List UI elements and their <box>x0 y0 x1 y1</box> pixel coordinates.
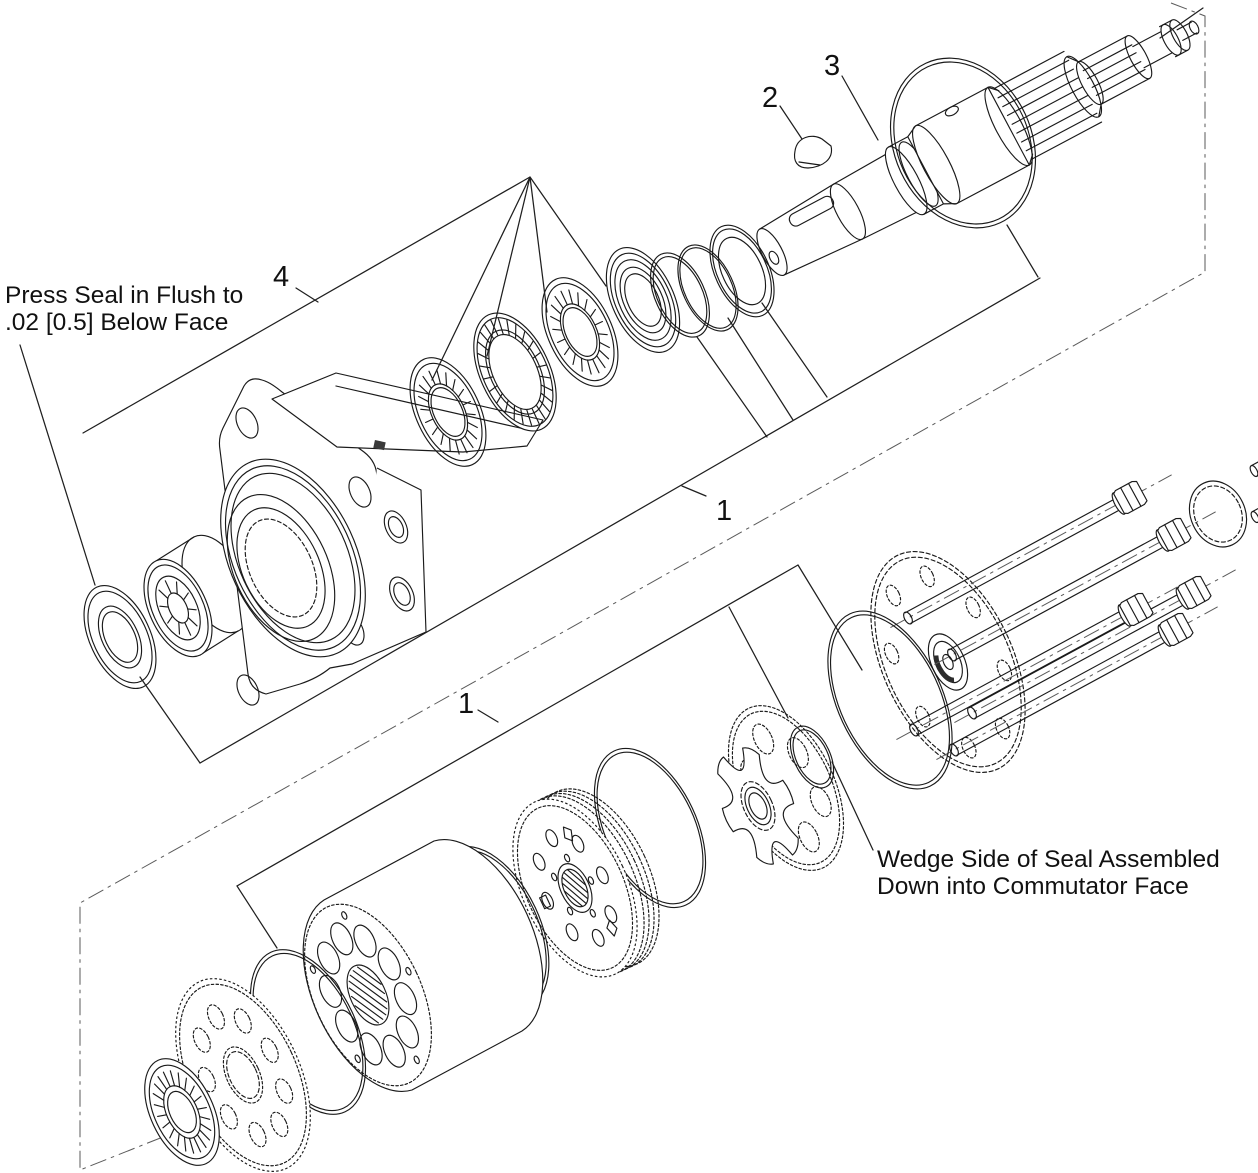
disc-plug <box>1179 472 1257 557</box>
o-ring-shaft <box>666 236 751 341</box>
note-press-seal-line2: .02 [0.5] Below Face <box>5 309 229 336</box>
gerotor-star <box>702 738 815 874</box>
callout-2: 2 <box>762 82 779 114</box>
note-wedge-seal-line1: Wedge Side of Seal Assembled <box>877 846 1220 873</box>
end-cap-o-ring <box>802 592 977 808</box>
note-press-seal-line1: Press Seal in Flush to <box>5 282 244 309</box>
bearing-housing <box>192 373 543 709</box>
rotor-assembly <box>279 840 543 1106</box>
callout-4: 4 <box>273 261 290 293</box>
callout-1-upper: 1 <box>716 495 733 527</box>
callout-3: 3 <box>824 50 841 82</box>
woodruff-key <box>795 136 832 168</box>
end-cap <box>839 528 1056 797</box>
note-wedge-seal-line2: Down into Commutator Face <box>877 873 1189 900</box>
callout-1-lower: 1 <box>458 688 475 720</box>
shaft-bearing-seal <box>591 236 694 364</box>
edge-screw <box>1249 458 1258 478</box>
edge-screw <box>1250 504 1258 524</box>
